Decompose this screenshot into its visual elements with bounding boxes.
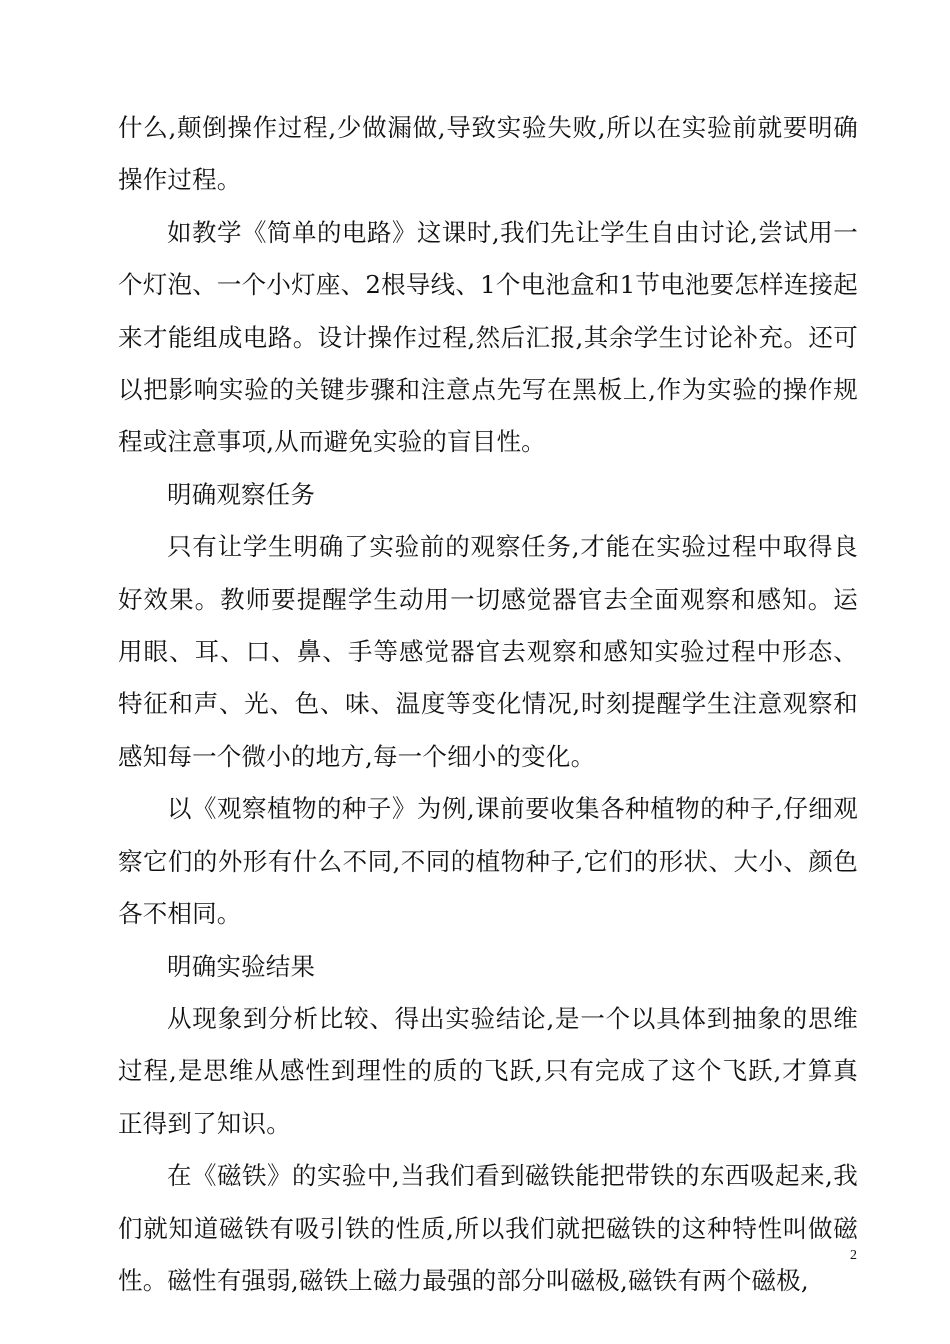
- paragraph-circuit-example: 如教学《简单的电路》这课时,我们先让学生自由讨论,尝试用一个灯泡、一个小灯座、2根导线、1个电池盒和1节电池要怎样连接起来才能组成电路。设计操作过程,然后汇报,其余学生讨论补充。还可以把影响实验的关键步骤和注意点先写在黑板上,作为实验的操作规程或注意事项,从而避免实验的盲目性。: [118, 217, 858, 457]
- heading-observation-task: 明确观察任务: [167, 479, 316, 509]
- paragraph-seed-example: 以《观察植物的种子》为例,课前要收集各种植物的种子,仔细观察它们的外形有什么不同,不同的植物种子,它们的形状、大小、颜色各不相同。: [118, 794, 858, 929]
- document-body: [118, 102, 858, 1307]
- heading-experiment-result: 明确实验结果: [167, 951, 316, 981]
- paragraph-magnet-example: 在《磁铁》的实验中,当我们看到磁铁能把带铁的东西吸起来,我们就知道磁铁有吸引铁的性质,所以我们就把磁铁的这种特性叫做磁性。磁性有强弱,磁铁上磁力最强的部分叫磁极,磁铁有两个磁极,: [118, 1161, 858, 1295]
- paragraph-continuation: 什么,颠倒操作过程,少做漏做,导致实验失败,所以在实验前就要明确操作过程。: [118, 113, 858, 195]
- paragraph-experiment-result: 从现象到分析比较、得出实验结论,是一个以具体到抽象的思维过程,是思维从感性到理性的质的飞跃,只有完成了这个飞跃,才算真正得到了知识。: [118, 1003, 858, 1138]
- paragraph-observation-task: 只有让学生明确了实验前的观察任务,才能在实验过程中取得良好效果。教师要提醒学生动用一切感觉器官去全面观察和感知。运用眼、耳、口、鼻、手等感觉器官去观察和感知实验过程中形态、特征和声、光、色、味、温度等变化情况,时刻提醒学生注意观察和感知每一个微小的地方,每一个细小的变化。: [118, 532, 858, 771]
- page-number: 2: [850, 1248, 857, 1263]
